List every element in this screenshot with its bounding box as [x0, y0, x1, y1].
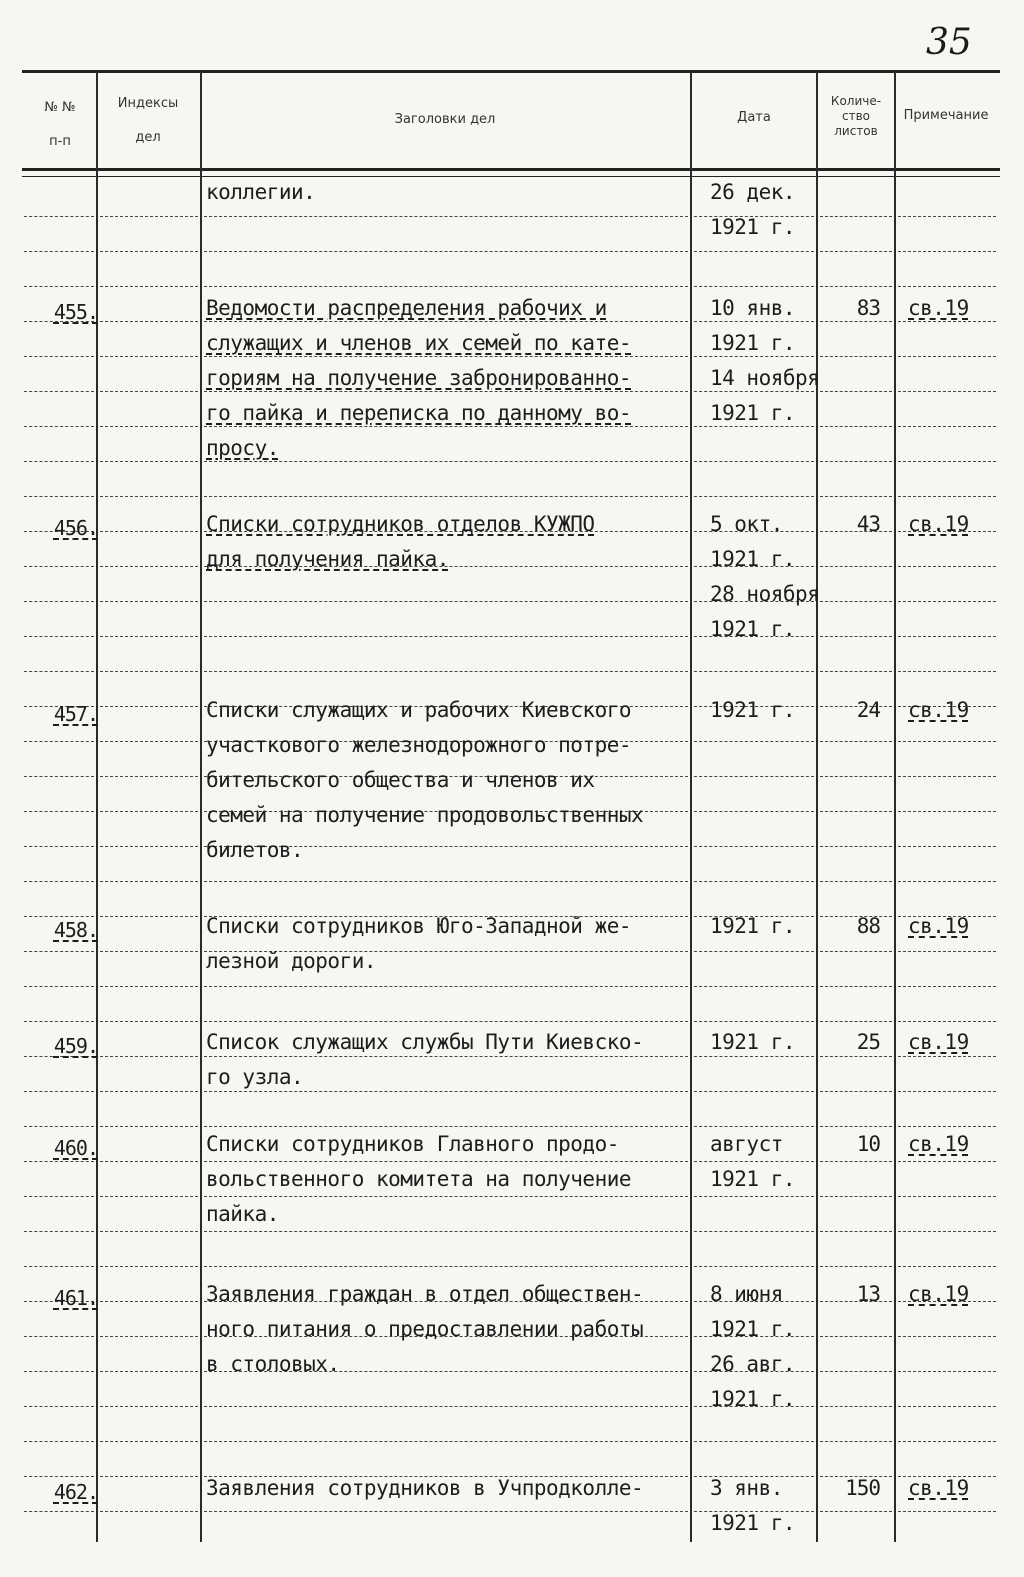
ruled-line — [24, 846, 94, 847]
case-title-line: Заявления граждан в отдел обществен- — [206, 1282, 644, 1306]
ruled-line — [24, 391, 94, 392]
case-title-line: билетов. — [206, 838, 304, 862]
ruled-line — [100, 1056, 198, 1057]
ruled-line — [204, 321, 688, 322]
ruled-line — [898, 951, 996, 952]
ruled-line — [100, 1476, 198, 1477]
ruled-line — [100, 776, 198, 777]
case-number: 462. — [53, 1480, 98, 1504]
ruled-line — [694, 1021, 814, 1022]
case-title-line: бительского общества и членов их — [206, 768, 595, 792]
case-date-line: 14 ноября — [710, 366, 820, 390]
sheet-count: 83 — [856, 296, 880, 320]
storage-note: св.19 — [908, 296, 969, 320]
ruled-line — [24, 951, 94, 952]
ruled-line — [100, 1231, 198, 1232]
case-title-line: в столовых. — [206, 1352, 340, 1376]
ruled-line — [204, 216, 688, 217]
ruled-line — [898, 811, 996, 812]
ruled-line — [898, 1021, 996, 1022]
sheet-count: 24 — [856, 698, 880, 722]
ruled-line — [100, 741, 198, 742]
ruled-line — [204, 1406, 688, 1407]
ruled-line — [24, 916, 94, 917]
case-date-line: 26 авг. — [710, 1352, 796, 1376]
ruled-line — [694, 1091, 814, 1092]
ruled-line — [898, 601, 996, 602]
ruled-line — [204, 1196, 688, 1197]
ruled-line — [204, 391, 688, 392]
ruled-line — [820, 1126, 892, 1127]
ruled-line — [694, 881, 814, 882]
ruled-line — [24, 1441, 94, 1442]
ruled-line — [898, 986, 996, 987]
ruled-line — [24, 1231, 94, 1232]
ruled-line — [24, 986, 94, 987]
ruled-line — [204, 601, 688, 602]
storage-note: св.19 — [908, 698, 969, 722]
ruled-line — [820, 566, 892, 567]
ruled-line — [100, 1126, 198, 1127]
ruled-line — [898, 216, 996, 217]
ruled-line — [100, 531, 198, 532]
ruled-line — [694, 356, 814, 357]
case-date-line: 3 янв. — [710, 1476, 783, 1500]
ruled-line — [694, 671, 814, 672]
case-title-line: Списки сотрудников Главного продо- — [206, 1132, 619, 1156]
storage-note: св.19 — [908, 914, 969, 938]
ruled-line — [24, 1161, 94, 1162]
ruled-line — [100, 601, 198, 602]
ruled-line — [820, 1021, 892, 1022]
ruled-line — [24, 461, 94, 462]
ruled-line — [898, 356, 996, 357]
case-date-line: 5 окт. — [710, 512, 783, 536]
case-title-line: коллегии. — [206, 180, 316, 204]
ruled-line — [898, 391, 996, 392]
ruled-line — [694, 1231, 814, 1232]
ruled-line — [204, 1126, 688, 1127]
case-title-line: лезной дороги. — [206, 949, 377, 973]
ruled-line — [694, 986, 814, 987]
ruled-line — [24, 1196, 94, 1197]
ruled-line — [820, 1441, 892, 1442]
ruled-line — [820, 461, 892, 462]
ruled-line — [100, 986, 198, 987]
ruled-line — [820, 776, 892, 777]
ruled-line — [898, 1056, 996, 1057]
ruled-line — [820, 636, 892, 637]
ruled-line — [694, 286, 814, 287]
ruled-line — [820, 671, 892, 672]
ruled-line — [24, 1406, 94, 1407]
ruled-line — [694, 1441, 814, 1442]
ruled-line — [820, 1196, 892, 1197]
ruled-line — [694, 391, 814, 392]
ruled-line — [204, 1266, 688, 1267]
ruled-line — [100, 951, 198, 952]
ruled-line — [898, 1126, 996, 1127]
ruled-line — [204, 251, 688, 252]
ruled-line — [24, 776, 94, 777]
ruled-line — [204, 496, 688, 497]
ruled-line — [898, 461, 996, 462]
ruled-line — [100, 846, 198, 847]
case-date-line: 1921 г. — [710, 914, 796, 938]
ruled-line — [898, 1091, 996, 1092]
ruled-line — [898, 636, 996, 637]
ruled-line — [694, 426, 814, 427]
ruled-line — [694, 1161, 814, 1162]
ruled-line — [100, 461, 198, 462]
ruled-line — [24, 1371, 94, 1372]
ruled-line — [100, 286, 198, 287]
case-title-line: гориям на получение забронированно- — [206, 366, 632, 390]
case-title-line: го узла. — [206, 1065, 304, 1089]
ruled-line — [204, 671, 688, 672]
ruled-line — [100, 426, 198, 427]
ruled-line — [24, 286, 94, 287]
case-date-line: 1921 г. — [710, 547, 796, 571]
case-date-line: 1921 г. — [710, 215, 796, 239]
ruled-line — [820, 286, 892, 287]
ruled-line — [898, 496, 996, 497]
case-number: 457. — [53, 702, 98, 726]
case-date-line: 8 июня — [710, 1282, 783, 1306]
ruled-line — [820, 216, 892, 217]
ruled-line — [694, 811, 814, 812]
case-number: 460. — [53, 1136, 98, 1160]
header-index: Индексы дел — [117, 96, 179, 145]
ruled-line — [100, 811, 198, 812]
ruled-line — [820, 846, 892, 847]
ruled-line — [820, 391, 892, 392]
storage-note: св.19 — [908, 512, 969, 536]
ruled-line — [694, 776, 814, 777]
case-title-line: Списки служащих и рабочих Киевского — [206, 698, 632, 722]
case-number: 458. — [53, 918, 98, 942]
ruled-line — [694, 951, 814, 952]
ruled-line — [100, 1196, 198, 1197]
ruled-line — [24, 601, 94, 602]
ruled-line — [24, 741, 94, 742]
ruled-line — [898, 1406, 996, 1407]
case-date-line: август — [710, 1132, 783, 1156]
ruled-line — [820, 1406, 892, 1407]
ruled-line — [24, 251, 94, 252]
ruled-line — [100, 916, 198, 917]
ruled-line — [100, 1091, 198, 1092]
header-sheets: Количе- ство листов — [830, 94, 882, 138]
ruled-line — [898, 881, 996, 882]
case-date-line: 28 ноября — [710, 582, 820, 606]
case-date-line: 1921 г. — [710, 1317, 796, 1341]
ruled-line — [694, 846, 814, 847]
ruled-line — [898, 1441, 996, 1442]
ruled-line — [100, 1441, 198, 1442]
ruled-line — [898, 286, 996, 287]
case-title-line: участкового железнодорожного потре- — [206, 733, 632, 757]
ruled-line — [898, 251, 996, 252]
ruled-line — [820, 356, 892, 357]
ruled-line — [100, 636, 198, 637]
ruled-line — [24, 426, 94, 427]
ruled-line — [24, 811, 94, 812]
sheet-count: 10 — [856, 1132, 880, 1156]
ruled-line — [100, 1161, 198, 1162]
page-number: 35 — [926, 22, 972, 63]
case-date-line: 26 дек. — [710, 180, 796, 204]
case-number: 455. — [53, 300, 98, 324]
header-note: Примечание — [903, 108, 989, 123]
ruled-line — [204, 461, 688, 462]
ruled-line — [204, 1021, 688, 1022]
case-title-line: Списки сотрудников отделов КУЖПО — [206, 512, 595, 536]
ruled-line — [100, 391, 198, 392]
ruled-line — [820, 1231, 892, 1232]
ruled-line — [820, 741, 892, 742]
ruled-line — [820, 951, 892, 952]
case-date-line: 1921 г. — [710, 1167, 796, 1191]
ruled-line — [694, 1056, 814, 1057]
ruled-line — [898, 1371, 996, 1372]
column-divider — [200, 72, 202, 1542]
case-date-line: 1921 г. — [710, 617, 796, 641]
ruled-line — [204, 636, 688, 637]
case-number: 461. — [53, 1286, 98, 1310]
ruled-line — [820, 321, 892, 322]
ruled-line — [694, 741, 814, 742]
ruled-line — [100, 1371, 198, 1372]
case-date-line: 1921 г. — [710, 401, 796, 425]
ruled-line — [898, 1196, 996, 1197]
case-date-line: 1921 г. — [710, 1387, 796, 1411]
ruled-line — [898, 671, 996, 672]
ruled-line — [820, 986, 892, 987]
header-date: Дата — [737, 110, 771, 125]
ruled-line — [100, 1336, 198, 1337]
ruled-line — [820, 1161, 892, 1162]
ruled-line — [24, 496, 94, 497]
column-divider — [816, 72, 818, 1542]
ruled-line — [820, 1091, 892, 1092]
ruled-line — [24, 1336, 94, 1337]
case-title-line: Список служащих службы Пути Киевско- — [206, 1030, 644, 1054]
ruled-line — [24, 671, 94, 672]
case-title-line: просу. — [206, 436, 279, 460]
ruled-line — [898, 776, 996, 777]
case-number: 456. — [53, 516, 98, 540]
case-title-line: Списки сотрудников Юго-Западной же- — [206, 914, 632, 938]
ruled-line — [100, 706, 198, 707]
ruled-line — [100, 671, 198, 672]
ruled-line — [24, 1476, 94, 1477]
ruled-line — [820, 1266, 892, 1267]
ruled-line — [204, 1231, 688, 1232]
ruled-line — [204, 1056, 688, 1057]
ruled-line — [820, 426, 892, 427]
ruled-line — [204, 1441, 688, 1442]
case-date-line: 1921 г. — [710, 1030, 796, 1054]
header-top-rule — [22, 70, 1000, 73]
ruled-line — [820, 1336, 892, 1337]
ruled-line — [820, 496, 892, 497]
ruled-line — [100, 1511, 198, 1512]
ruled-line — [820, 1371, 892, 1372]
ruled-line — [204, 286, 688, 287]
ruled-line — [100, 1021, 198, 1022]
column-divider — [894, 72, 896, 1542]
ruled-line — [24, 356, 94, 357]
ruled-line — [694, 496, 814, 497]
ruled-line — [898, 1336, 996, 1337]
sheet-count: 150 — [845, 1476, 880, 1500]
ruled-line — [820, 881, 892, 882]
ruled-line — [820, 1056, 892, 1057]
ruled-line — [898, 566, 996, 567]
ruled-line — [898, 846, 996, 847]
case-title-line: Заявления сотрудников в Учпродколле- — [206, 1476, 644, 1500]
case-date-line: 1921 г. — [710, 1511, 796, 1535]
header-bottom-rule-2 — [22, 176, 1000, 177]
case-date-line: 1921 г. — [710, 698, 796, 722]
ruled-line — [24, 1511, 94, 1512]
ruled-line — [100, 1266, 198, 1267]
ruled-line — [204, 1511, 688, 1512]
ruled-line — [898, 1266, 996, 1267]
ruled-line — [100, 881, 198, 882]
case-date-line: 1921 г. — [710, 331, 796, 355]
ruled-line — [898, 1511, 996, 1512]
ruled-line — [204, 1091, 688, 1092]
ruled-line — [694, 321, 814, 322]
ruled-line — [100, 496, 198, 497]
ruled-line — [898, 741, 996, 742]
case-title-line: вольственного комитета на получение — [206, 1167, 632, 1191]
storage-note: св.19 — [908, 1030, 969, 1054]
ruled-line — [100, 1301, 198, 1302]
case-date-line: 10 янв. — [710, 296, 796, 320]
ruled-line — [694, 1126, 814, 1127]
header-bottom-rule — [22, 168, 1000, 171]
ruled-line — [100, 216, 198, 217]
ruled-line — [24, 1021, 94, 1022]
ruled-line — [100, 356, 198, 357]
ruled-line — [24, 1266, 94, 1267]
ruled-line — [898, 426, 996, 427]
case-title-line: семей на получение продовольственных — [206, 803, 644, 827]
ruled-line — [100, 566, 198, 567]
ruled-line — [204, 356, 688, 357]
column-divider — [690, 72, 692, 1542]
ruled-line — [24, 1126, 94, 1127]
ruled-line — [100, 1406, 198, 1407]
case-title-line: го пайка и переписка по данному во- — [206, 401, 632, 425]
case-title-line: служащих и членов их семей по кате- — [206, 331, 632, 355]
ruled-line — [694, 1266, 814, 1267]
ruled-line — [820, 251, 892, 252]
header-title: Заголовки дел — [394, 112, 496, 127]
ruled-line — [100, 321, 198, 322]
ruled-line — [24, 566, 94, 567]
ruled-line — [204, 986, 688, 987]
ruled-line — [898, 321, 996, 322]
ruled-line — [24, 881, 94, 882]
ruled-line — [204, 881, 688, 882]
case-title-line: Ведомости распределения рабочих и — [206, 296, 607, 320]
storage-note: св.19 — [908, 1476, 969, 1500]
column-divider — [96, 72, 98, 1542]
sheet-count: 88 — [856, 914, 880, 938]
ruled-line — [24, 216, 94, 217]
storage-note: св.19 — [908, 1132, 969, 1156]
header-number: № № п-п — [44, 100, 76, 149]
ruled-line — [100, 251, 198, 252]
case-title-line: ного питания о предоставлении работы — [206, 1317, 644, 1341]
ruled-line — [204, 1161, 688, 1162]
ruled-line — [24, 636, 94, 637]
case-number: 459. — [53, 1034, 98, 1058]
ruled-line — [820, 1511, 892, 1512]
ruled-line — [694, 1196, 814, 1197]
ruled-line — [694, 251, 814, 252]
ruled-line — [820, 811, 892, 812]
sheet-count: 13 — [856, 1282, 880, 1306]
storage-note: св.19 — [908, 1282, 969, 1306]
ruled-line — [898, 1161, 996, 1162]
sheet-count: 43 — [856, 512, 880, 536]
ruled-line — [898, 1231, 996, 1232]
case-title-line: пайка. — [206, 1202, 279, 1226]
case-title-line: для получения пайка. — [206, 547, 449, 571]
ruled-line — [204, 426, 688, 427]
ruled-line — [694, 461, 814, 462]
ruled-line — [820, 601, 892, 602]
sheet-count: 25 — [856, 1030, 880, 1054]
ruled-line — [24, 1091, 94, 1092]
